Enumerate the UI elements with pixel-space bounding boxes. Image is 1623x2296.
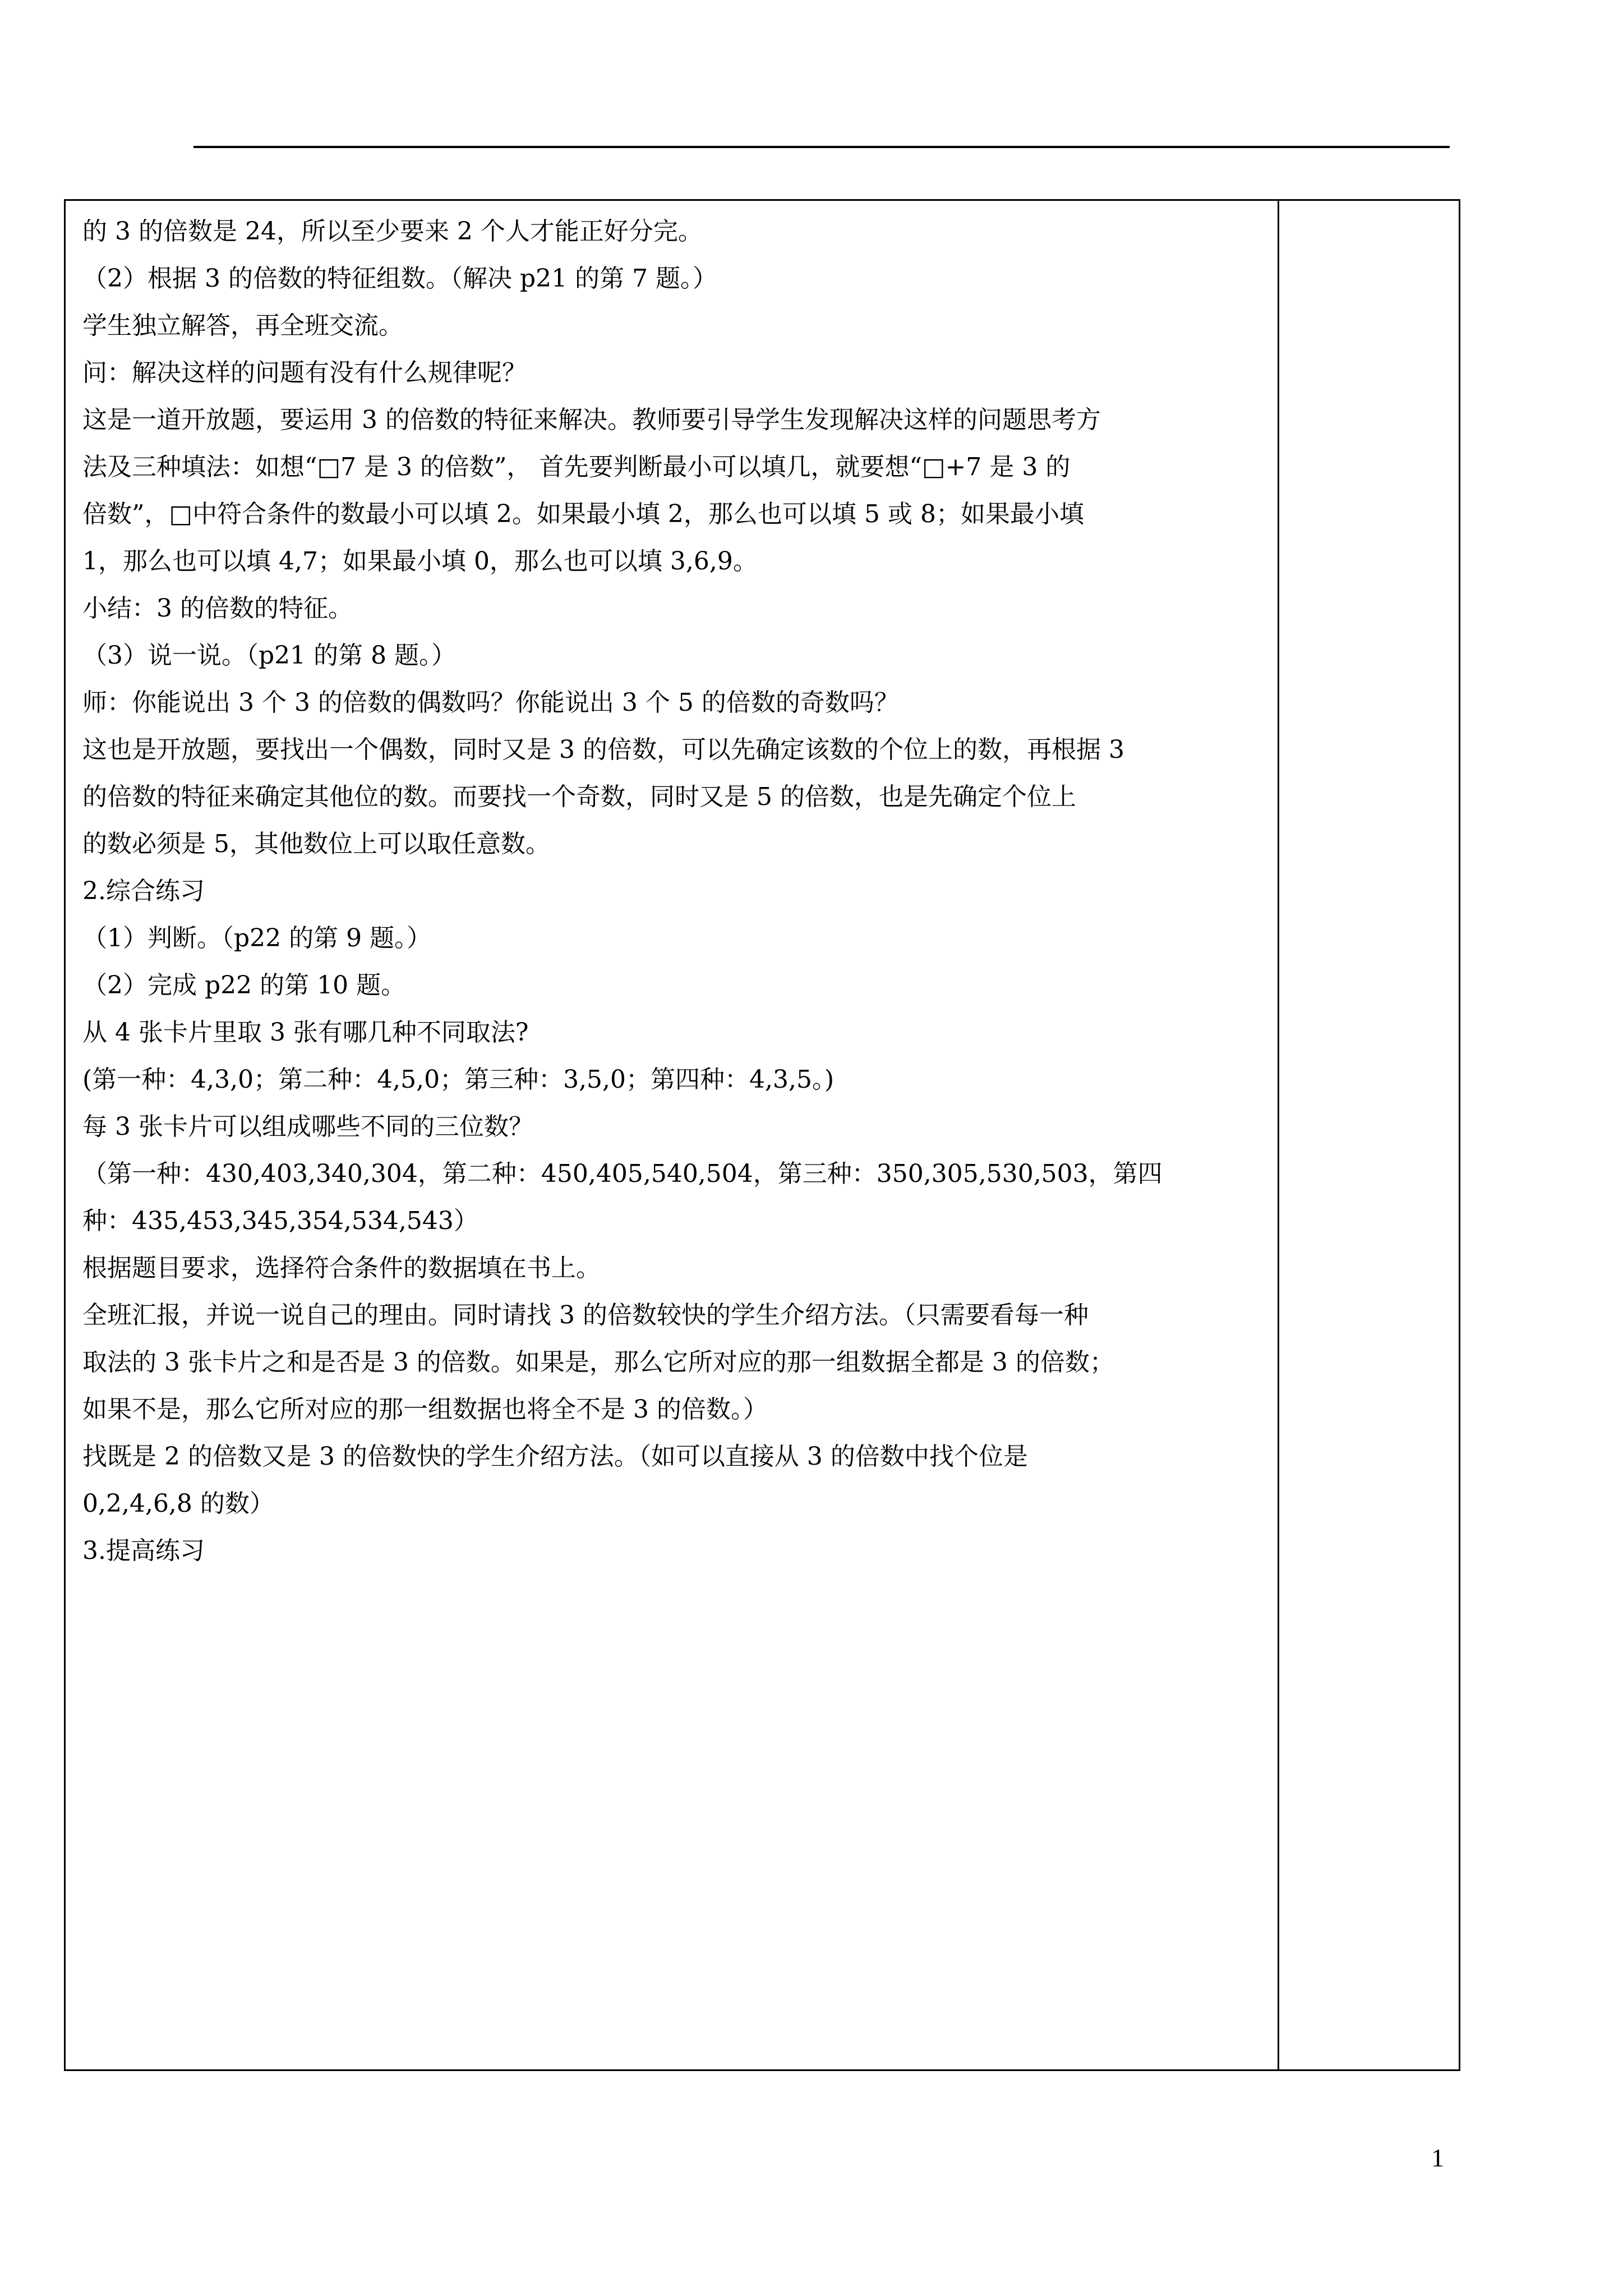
text-line: 每 3 张卡片可以组成哪些不同的三位数？	[82, 1112, 533, 1141]
text-line: 根据题目要求，选择符合条件的数据填在书上。	[82, 1254, 601, 1282]
text-line: 1，那么也可以填 4,7；如果最小填 0，那么也可以填 3,6,9。	[82, 547, 758, 576]
text-line: 学生独立解答，再全班交流。	[82, 311, 403, 340]
text-line: 的数必须是 5，其他数位上可以取任意数。	[82, 830, 550, 858]
text-line: 找既是 2 的倍数又是 3 的倍数快的学生介绍方法。（如可以直接从 3 的倍数中找个位是	[82, 1442, 1028, 1471]
lesson-table	[64, 199, 1460, 2071]
text-line: （2）完成 p22 的第 10 题。	[82, 971, 406, 1000]
text-line: 2.综合练习	[82, 877, 205, 905]
text-line: （2）根据 3 的倍数的特征组数。（解决 p21 的第 7 题。）	[82, 264, 718, 293]
text-line: （3）说一说。（p21 的第 8 题。）	[82, 641, 457, 670]
text-line: 这也是开放题，要找出一个偶数，同时又是 3 的倍数，可以先确定该数的个位上的数，再根据 3	[82, 735, 1124, 764]
text-line: 从 4 张卡片里取 3 张有哪几种不同取法?	[82, 1018, 529, 1047]
text-line: 全班汇报，并说一说自己的理由。同时请找 3 的倍数较快的学生介绍方法。（只需要看每一种	[82, 1301, 1089, 1329]
text-line: (第一种：4,3,0；第二种：4,5,0；第三种：3,5,0；第四种：4,3,5。)	[82, 1065, 834, 1094]
text-line: 小结：3 的倍数的特征。	[82, 594, 353, 623]
text-line: 的倍数的特征来确定其他位的数。而要找一个奇数，同时又是 5 的倍数，也是先确定个位上	[82, 783, 1076, 811]
text-line: 这是一道开放题，要运用 3 的倍数的特征来解决。教师要引导学生发现解决这样的问题思考方	[82, 406, 1101, 434]
text-line: 法及三种填法：如想“□7 是 3 的倍数”， 首先要判断最小可以填几，就要想“□+7 是 3 的	[82, 453, 1071, 481]
text-line: （1）判断。（p22 的第 9 题。）	[82, 924, 432, 953]
text-line: 师：你能说出 3 个 3 的倍数的偶数吗？你能说出 3 个 5 的倍数的奇数吗？	[82, 688, 899, 717]
text-line: 问：解决这样的问题有没有什么规律呢？	[82, 358, 527, 387]
header-rule	[193, 146, 1450, 148]
page-number: 1	[1431, 2143, 1444, 2172]
text-line: 如果不是，那么它所对应的那一组数据也将全不是 3 的倍数。）	[82, 1395, 768, 1424]
text-line: 取法的 3 张卡片之和是否是 3 的倍数。如果是，那么它所对应的那一组数据全都是 3 的倍数；	[82, 1348, 1114, 1377]
text-line: 种：435,453,345,354,534,543）	[82, 1207, 478, 1235]
text-line: 倍数”，□中符合条件的数最小可以填 2。如果最小填 2，那么也可以填 5 或 8；如果最小填	[82, 500, 1084, 528]
text-line: （第一种：430,403,340,304，第二种：450,405,540,504，第三种：350,305,530,503，第四	[82, 1159, 1163, 1188]
column-divider	[1278, 201, 1279, 2069]
text-line: 3.提高练习	[82, 1536, 205, 1565]
text-line: 的 3 的倍数是 24，所以至少要来 2 个人才能正好分完。	[82, 217, 703, 246]
text-line: 0,2,4,6,8 的数）	[82, 1489, 274, 1518]
lesson-content	[82, 208, 1260, 1575]
